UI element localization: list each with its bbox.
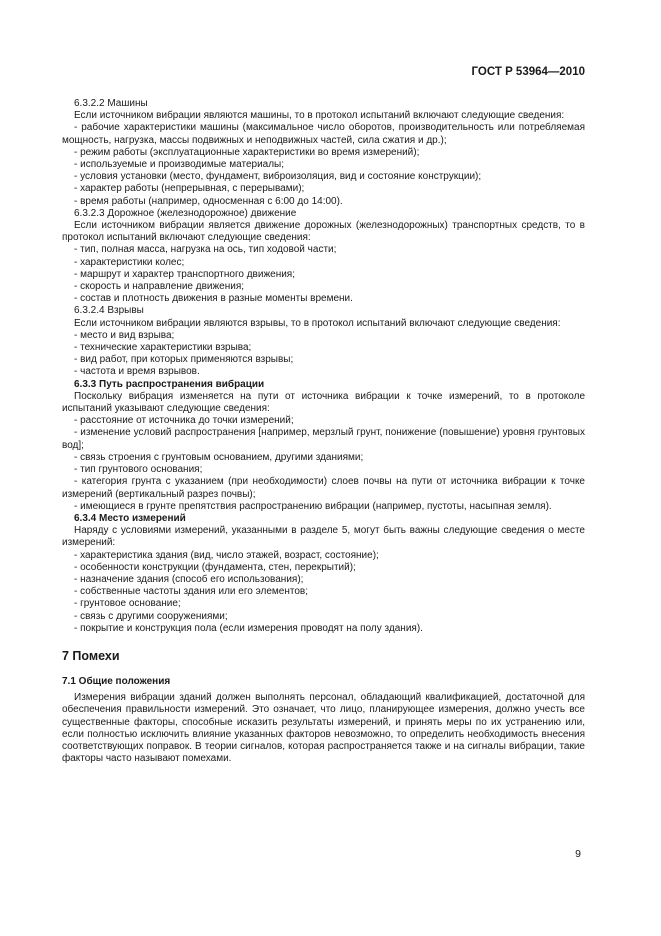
text-line: Если источником вибрации являются взрывы, то в протокол испытаний включают следующие сведения:	[74, 317, 561, 329]
text-line: - характеристики колес;	[74, 256, 185, 268]
text-line: - грунтовое основание;	[74, 598, 181, 610]
text-line: - маршрут и характер транспортного движения;	[74, 268, 295, 280]
text-line: - особенности конструкции (фундамента, стен, перекрытий);	[74, 561, 356, 573]
text-line: 6.3.2.2 Машины	[74, 98, 148, 109]
text-line: Поскольку вибрация изменяется на пути от источника вибрации к точке измерений, то в протоколе испытаний указывают следующие сведения:	[62, 390, 585, 415]
text-line: - вид работ, при которых применяются взрывы;	[74, 354, 294, 366]
text-line: - связь строения с грунтовым основанием, другими зданиями;	[74, 451, 364, 463]
text-line: - расстояние от источника до точки измерений;	[74, 415, 294, 427]
subsection-heading: 6.3.4 Место измерений	[74, 512, 186, 524]
text-line: - режим работы (эксплуатационные характеристики во время измерений);	[74, 146, 420, 158]
text-line: - тип, полная масса, нагрузка на ось, тип ходовой части;	[74, 244, 337, 256]
text-line: 6.3.2.3 Дорожное (железнодорожное) движение	[74, 207, 297, 219]
text-line: - назначение здания (способ его использования);	[74, 573, 304, 585]
section-7-1-paragraph: Измерения вибрации зданий должен выполнять персонал, обладающий квалификацией, достаточной для обеспечения правильности измерений. Это означает, что лицо, планирующее измерения, должно учесть все существенные факторы, способные исказить результаты измерений, и принять меры по их устранению или, если полностью исключить влияние указанных факторов невозможно, то определить необходимость внесения соответствующих поправок. В теории сигналов, которая распространяется также и на сигналы вибрации, такие факторы часто называют помехами.	[62, 692, 585, 765]
text-line: Если источником вибрации является движение дорожных (железнодорожных) транспортных средств, то в протокол испытаний включают следующие сведения:	[62, 220, 585, 244]
text-line: - связь с другими сооружениями;	[74, 610, 228, 622]
subsection-heading: 6.3.3 Путь распространения вибрации	[74, 378, 265, 390]
text-line: - время работы (например, односменная с 6:00 до 14:00).	[74, 195, 343, 207]
text-line: Если источником вибрации являются машины, то в протокол испытаний включают следующие сведения:	[74, 110, 565, 122]
text-line: - частота и время взрывов.	[74, 366, 200, 378]
section-7-heading: 7 Помехи	[62, 648, 120, 663]
text-line: - условия установки (место, фундамент, виброизоляция, вид и состояние конструкции);	[74, 171, 482, 183]
document-header: ГОСТ Р 53964—2010	[471, 66, 585, 78]
text-line: - тип грунтового основания;	[74, 464, 203, 476]
text-line: - изменение условий распространения [например, мерзлый грунт, понижение (повышение) уровня грунтовых вод];	[62, 427, 585, 451]
text-line: - характеристика здания (вид, число этажей, возраст, состояние);	[74, 549, 379, 561]
text-line: - технические характеристики взрыва;	[74, 342, 252, 354]
text-line: - используемые и производимые материалы;	[74, 159, 285, 171]
text-line: 6.3.2.4 Взрывы	[74, 305, 144, 317]
text-line: - категория грунта с указанием (при необходимости) слоев почвы на пути от источника вибрации к точке измерений (вертикальный разрез почвы);	[62, 476, 585, 500]
text-line: - характер работы (непрерывная, с перерывами);	[74, 183, 305, 195]
page-number: 9	[575, 848, 581, 860]
text-line: - состав и плотность движения в разные моменты времени.	[74, 293, 353, 305]
text-line: - скорость и направление движения;	[74, 281, 245, 293]
sections-6-3	[62, 98, 585, 635]
text-line: Наряду с условиями измерений, указанными в разделе 5, могут быть важны следующие сведения о месте измерений:	[62, 525, 585, 549]
page-content	[62, 98, 585, 765]
text-line: - покрытие и конструкция пола (если измерения проводят на полу здания).	[74, 622, 423, 634]
text-line: - собственные частоты здания или его элементов;	[74, 586, 308, 598]
text-line: - имеющиеся в грунте препятствия распространению вибрации (например, пустоты, насыпная земля).	[74, 500, 552, 512]
section-7-1-heading: 7.1 Общие положения	[62, 675, 171, 687]
text-line: - рабочие характеристики машины (максимальное число оборотов, производительность или потребляемая мощность, нагрузка, массы подвижных и неподвижных частей, сила сжатия и др.);	[62, 122, 585, 146]
text-line: - место и вид взрыва;	[74, 329, 175, 341]
